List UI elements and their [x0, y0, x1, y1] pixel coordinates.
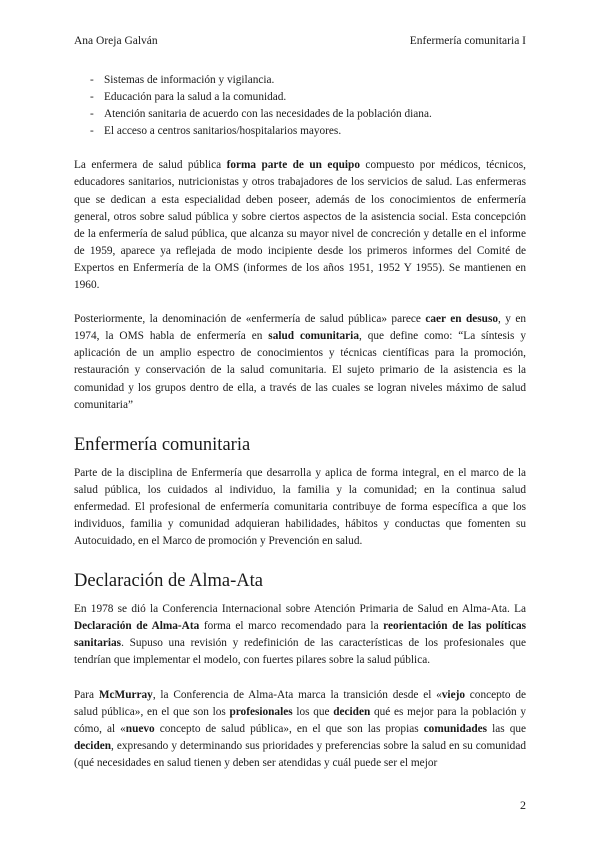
heading-enfermeria-comunitaria: Enfermería comunitaria	[74, 434, 251, 455]
header-author: Ana Oreja Galván	[74, 35, 158, 47]
list-item: - El acceso a centros sanitarios/hospitalarios mayores.	[74, 123, 526, 140]
list-item: - Sistemas de información y vigilancia.	[74, 72, 526, 89]
paragraph-public-health-nurse: La enfermera de salud pública forma parte de un equipo compuesto por médicos, técnicos, educadores sanitarios, nutricionistas y otros trabajadores de los servicios de salud. Las enfermeras que se dedican a esta especialidad deben poseer, además de los conocimientos de enfermería general, otros sobre salud pública y sobre ciertos aspectos de la asistencia social. Esta concepción de la enfermería de salud pública, que alcanza su mayor nivel de concreción y detalle en el informe de 1959, aparece ya reflejada de modo incipiente desde los primeros informes del Comité de Expertos en Enfermería de la OMS (informes de los años 1951, 1952 Y 1955). Se mantienen en 1960.	[74, 159, 527, 292]
list-item: - Atención sanitaria de acuerdo con las necesidades de la población diana.	[74, 106, 526, 123]
paragraph-mcmurray: Para McMurray, la Conferencia de Alma-Ata marca la transición desde el «viejo concepto de salud pública», en el que son los profesionales los que deciden qué es mejor para la población y cómo, al «nuevo concepto de salud pública», en el que son las propias comunidades las que deciden, expresando y determinando sus prioridades y preferencias sobre la salud en su comunidad (qué necesidades en salud tienen y deben ser atendidas y cuál puede ser el mejor	[74, 688, 527, 769]
heading-alma-ata: Declaración de Alma-Ata	[74, 571, 264, 592]
paragraph-alma-ata: En 1978 se dió la Conferencia Internacional sobre Atención Primaria de Salud en Alma-Ata. La Declaración de Alma-Ata forma el marco recomendado para la reorientación de las políticas sanitarias. Supuso una revisión y redefinición de las características de los profesionales que tendrían que implementar el modelo, con fuertes pilares sobre la salud pública.	[74, 603, 526, 667]
document-body	[74, 72, 526, 772]
paragraph-community-health: Posteriormente, la denominación de «enfermería de salud pública» parece caer en desuso, y en 1974, la OMS habla de enfermería en salud comunitaria, que define como: “La síntesis y aplicación de un amplio espectro de conocimientos y técnicas científicas para la promoción, restauración y conservación de la salud comunitaria. El sujeto primario de la asistencia es la comunidad y los grupos dentro de ella, a través de las cuales se logran niveles máximo de salud comunitaria”	[74, 313, 527, 411]
header-course: Enfermería comunitaria I	[409, 35, 526, 47]
list-item: - Educación para la salud a la comunidad.	[74, 89, 526, 106]
page-number: 2	[520, 798, 526, 812]
paragraph-enfermeria-comunitaria: Parte de la disciplina de Enfermería que desarrolla y aplica de forma integral, en el marco de la salud pública, los cuidados al individuo, la familia y la comunidad; en la continua salud enfermedad. El profesional de enfermería comunitaria contribuye de forma específica a que los individuos, familia y comunidad adquieran habilidades, hábitos y conductas que fomenten su Autocuidado, en el Marco de promoción y Prevención en salud.	[74, 466, 526, 548]
bullet-list	[74, 72, 526, 140]
